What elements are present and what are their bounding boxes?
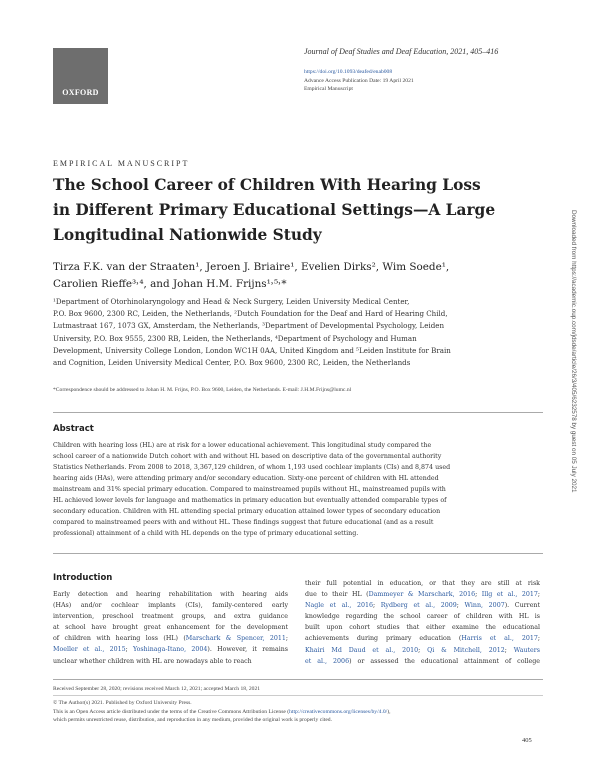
download-watermark: Downloaded from https://academic.oup.com/jdsde/article/26/3/405/6232578 by guest on 05 July 2021 (570, 210, 577, 493)
divider (53, 679, 543, 680)
license-statement (53, 699, 543, 725)
body-line (305, 656, 540, 667)
divider (53, 412, 543, 413)
title-line: Longitudinal Nationwide Study (53, 226, 322, 244)
affiliation-line: Development, University College London, London WC1H 0AA, United Kingdom and ⁵Leiden Institute for Brain (53, 345, 451, 355)
body-line (305, 589, 540, 600)
body-text: ; (125, 646, 134, 654)
body-text: due to their HL ( (305, 591, 369, 599)
citation-link[interactable]: Harris et al., 2017 (461, 635, 538, 643)
copyright-line: © The Author(s) 2021. Published by Oxford University Press. (53, 700, 192, 706)
affiliation-line: ¹Department of Otorhinolaryngology and Head & Neck Surgery, Leiden University Medical Center, (53, 297, 410, 306)
body-text: ; (537, 635, 540, 643)
journal-citation: Journal of Deaf Studies and Deaf Education, 2021, 405–416 (304, 47, 499, 56)
body-text: ; (418, 646, 428, 654)
body-line: their full potential in education, or that they are still at risk (305, 580, 540, 587)
citation-link[interactable]: Rydberg et al., 2009 (380, 602, 457, 610)
advance-access-date: Advance Access Publication Date: 19 April 2021 (304, 77, 414, 84)
abstract-line: Statistics Netherlands. From 2008 to 2018, 3,367,129 children, of whom 1,193 used cochlear implants (CIs) and 8,874 used (53, 464, 451, 471)
citation-link[interactable]: Wauters (513, 646, 540, 654)
citation-link[interactable]: Yoshinaga-Itano, 2004 (133, 646, 208, 654)
citation-link[interactable]: Illg et al., 2017 (481, 591, 538, 599)
citation-link[interactable]: et al., 2006 (305, 657, 350, 665)
citation-link[interactable]: Qi & Mitchell, 2012 (427, 646, 505, 654)
body-line (305, 600, 540, 611)
license-line: which permits unrestricted reuse, distribution, and reproduction in any medium, provided the original work is properly cited. (53, 717, 332, 724)
body-text: ). Current (504, 602, 541, 610)
body-line: at school have brought great enhancement for the development (53, 624, 288, 632)
body-text: ; (456, 602, 465, 610)
body-text: ; (475, 591, 482, 599)
citation-link[interactable]: Nagle et al., 2016 (305, 602, 374, 610)
body-line: unclear whether children with HL are nowadays able to reach (53, 657, 252, 665)
abstract-line: secondary education. Children with HL attending special primary education attained lower types of secondary education (53, 508, 441, 515)
intro-column-left (53, 589, 288, 667)
author-list (53, 259, 553, 293)
citation-link[interactable]: Marschark & Spencer, 2011 (185, 635, 286, 643)
abstract-line: school career of a nationwide Dutch cohort with and without HL based on descriptive data of the governmental authority (53, 453, 442, 460)
affiliation-line: Lutmastraat 167, 1073 GX, Amsterdam, the Netherlands, ³Department of Developmental Psychology, Leiden (53, 321, 445, 331)
affiliations (53, 296, 548, 369)
body-text: ; (537, 591, 540, 599)
citation-link[interactable]: Dammeyer & Marschark, 2016 (368, 591, 476, 599)
author-line: Tirza F.K. van der Straaten¹, Jeroen J. Briaire¹, Evelien Dirks², Wim Soede¹, (53, 261, 450, 273)
oxford-logo (53, 48, 108, 104)
received-dates: Received September 28, 2020; revisions received March 12, 2021; accepted March 18, 2021 (53, 686, 261, 692)
license-line (53, 708, 543, 717)
article-meta (304, 68, 414, 94)
affiliation-line: University, P.O. Box 9555, 2300 RB, Leiden, the Netherlands, ⁴Department of Psychology and Human (53, 333, 417, 343)
body-line (53, 633, 288, 644)
citation-link[interactable]: Khairi Md Daud et al., 2010 (305, 646, 419, 654)
body-line (53, 644, 288, 655)
abstract-text (53, 440, 543, 539)
body-line: Early detection and hearing rehabilitation with hearing aids (53, 591, 288, 598)
body-text: achievements during primary education ( (305, 635, 462, 643)
introduction-heading: Introduction (53, 573, 113, 583)
abstract-line: hearing aids (HAs), were attending primary and/or secondary education. Sixty-one percent of children with HL attended (53, 475, 439, 482)
title-line: The School Career of Children With Hearing Loss (53, 176, 481, 194)
body-text: ; (504, 646, 514, 654)
abstract-line: mainstream and 31% special primary education. Compared to mainstreamed pupils without HL, mainstreamed pupils with (53, 486, 446, 493)
abstract-line: professional) attainment of a child with HL depends on the type of primary educational setting. (53, 530, 359, 537)
license-text: ), (387, 708, 391, 715)
body-text: of children with hearing loss (HL) ( (53, 635, 186, 643)
abstract-line: Children with hearing loss (HL) are at risk for a lower educational achievement. This longitudinal study compared the (53, 442, 432, 449)
doi-link[interactable]: https://doi.org/10.1093/deafed/enab008 (304, 69, 393, 75)
page-number: 405 (522, 737, 532, 744)
section-kicker: EMPIRICAL MANUSCRIPT (53, 159, 190, 168)
body-line: intervention, preschool treatment groups, and extra guidance (53, 613, 288, 621)
divider (53, 553, 543, 554)
author-line: Carolien Rieffe³˒⁴, and Johan H.M. Frijns¹˒⁵˒* (53, 278, 287, 290)
body-line: built upon cohort studies that either examine the educational (305, 624, 540, 632)
body-line: knowledge regarding the school career of children with HL is (305, 613, 540, 621)
intro-column-right (305, 578, 540, 667)
body-line (305, 633, 540, 644)
abstract-line: compared to mainstreamed peers with and without HL. These findings suggest that future educational (and as a result (53, 519, 434, 526)
abstract-heading: Abstract (53, 424, 94, 434)
logo-text: OXFORD (62, 88, 99, 97)
body-text: ; (373, 602, 381, 610)
article-title (53, 173, 543, 248)
body-line: (HAs) and/or cochlear implants (CIs), family-centered early (53, 602, 288, 610)
correspondence-note: *Correspondence should be addressed to Johan H. M. Frijns, P.O. Box 9600, Leiden, the Netherlands. E-mail: J.H.M.Frijns@lumc.nl (53, 387, 352, 393)
affiliation-line: and Cognition, Leiden University Medical Center, P.O. Box 9600, 2300 RC, Leiden, the Netherlands (53, 358, 411, 368)
license-text: This is an Open Access article distributed under the terms of the Creative Commons Attribution License ( (53, 708, 290, 715)
title-line: in Different Primary Educational Settings—A Large (53, 201, 496, 219)
body-text: ) or assessed the educational attainment of college (349, 657, 540, 665)
abstract-line: HL achieved lower levels for language and mathematics in primary education but eventually attended comparable types of (53, 497, 447, 504)
affiliation-line: P.O. Box 9600, 2300 RC, Leiden, the Netherlands, ²Dutch Foundation for the Deaf and Hard of Hearing Child, (53, 309, 448, 319)
body-text: ). However, it remains (207, 646, 288, 654)
license-url-link[interactable]: http://creativecommons.org/licenses/by/4.0/ (289, 708, 388, 715)
body-line (305, 645, 540, 656)
citation-link[interactable]: Moeller et al., 2015 (53, 646, 126, 654)
article-type: Empirical Manuscript (304, 86, 353, 93)
body-text: ; (285, 635, 288, 643)
citation-link[interactable]: Winn, 2007 (464, 602, 505, 610)
divider (53, 695, 543, 696)
